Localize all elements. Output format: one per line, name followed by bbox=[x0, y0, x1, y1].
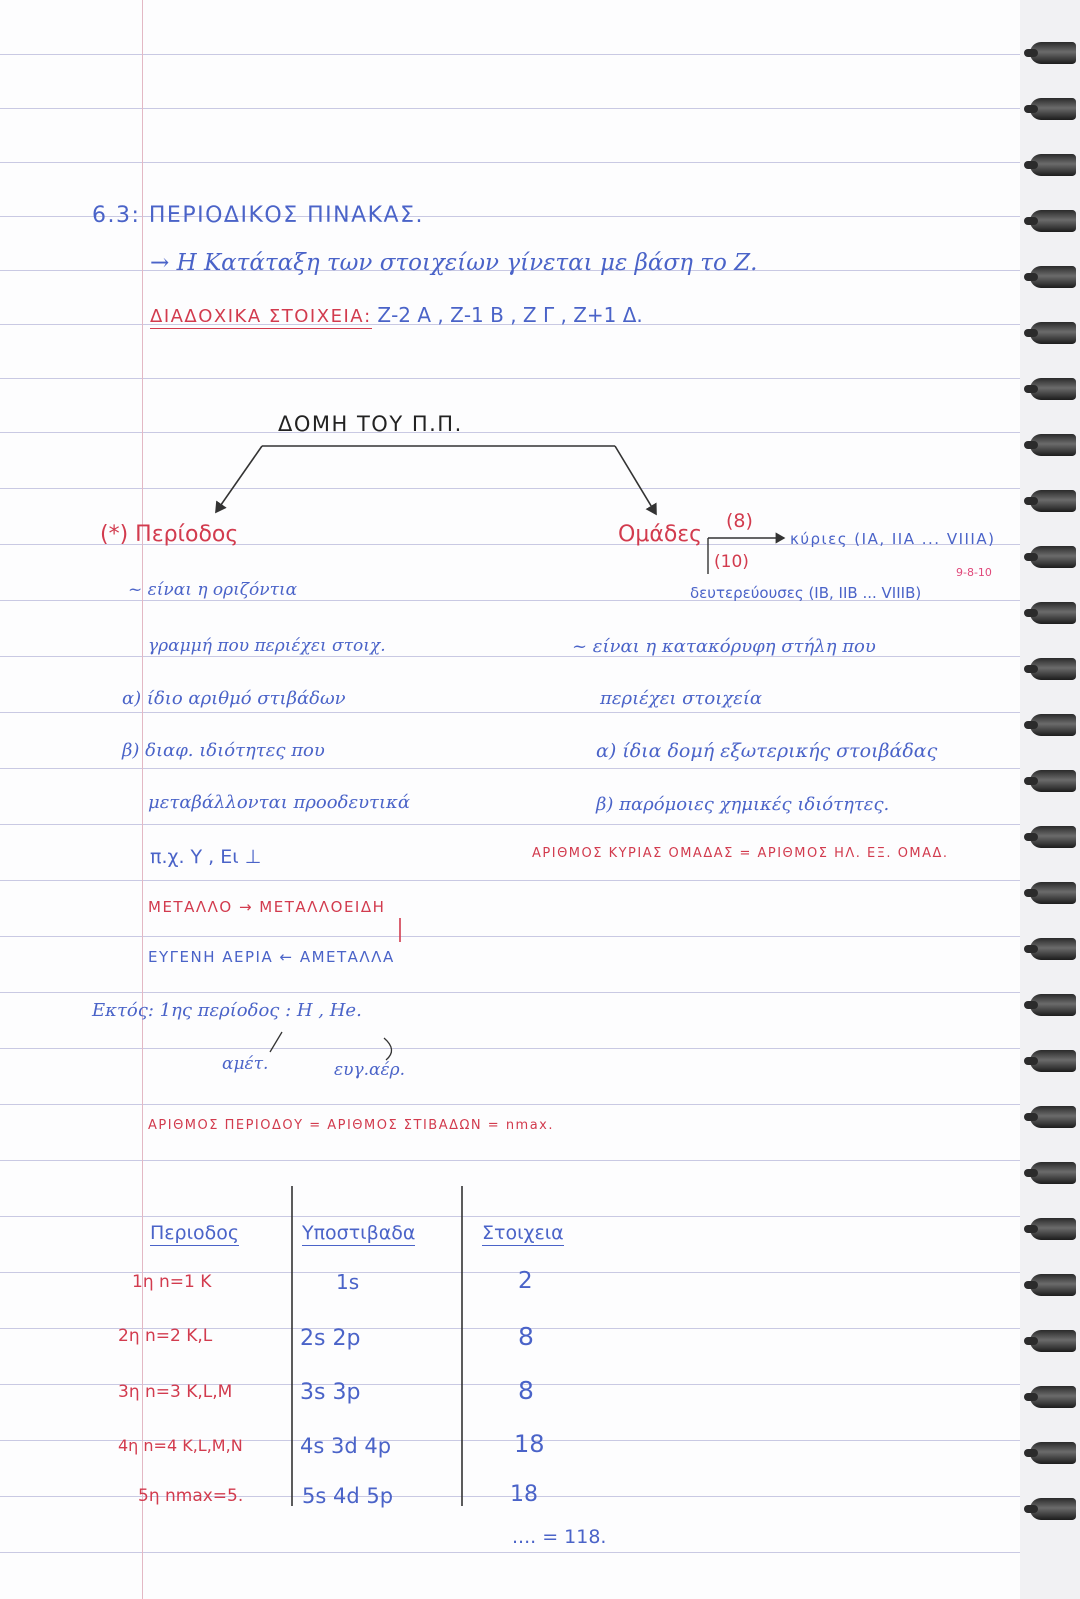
table-row-period: 3η n=3 K,L,M bbox=[118, 1382, 233, 1402]
chain-nonmetals: ΕΥΓΕΝΗ ΑΕΡΙΑ ← ΑΜΕΤΑΛΛΑ bbox=[148, 948, 395, 966]
table-row-elements: 2 bbox=[518, 1268, 533, 1294]
table-row-subshells: 3s 3p bbox=[300, 1380, 361, 1405]
successive-values: Ζ-2 Α , Ζ-1 Β , Ζ Γ , Ζ+1 Δ. bbox=[377, 303, 643, 327]
groups-a: α) ίδια δομή εξωτερικής στοιβάδας bbox=[596, 740, 938, 762]
groups-heading: Ομάδες bbox=[618, 522, 703, 547]
period-example: π.χ. Υ , Ει ⊥ bbox=[150, 846, 262, 868]
groups-b: β) παρόμοιες χημικές ιδιότητες. bbox=[596, 794, 890, 815]
period-rule: ΑΡΙΘΜΟΣ ΠΕΡΙΟΔΟΥ = ΑΡΙΘΜΟΣ ΣΤΙΒΑΔΩΝ = nmax. bbox=[148, 1118, 555, 1133]
groups-main: κύριες (ΙΑ, ΙΙΑ ... VIIIA) bbox=[790, 530, 996, 548]
page-title: 6.3: ΠΕΡΙΟΔΙΚΟΣ ΠΙΝΑΚΑΣ. bbox=[92, 203, 424, 228]
groups-main-count: (8) bbox=[726, 510, 753, 532]
table-row-elements: 8 bbox=[518, 1322, 534, 1351]
table-row-period: 4η n=4 K,L,M,N bbox=[118, 1436, 243, 1455]
groups-def-2: περιέχει στοιχεία bbox=[600, 688, 763, 709]
groups-sub-count: (10) bbox=[714, 552, 749, 572]
structure-title: ΔΟΜΗ ΤΟΥ Π.Π. bbox=[278, 412, 463, 436]
period-def-1: ~ είναι η οριζόντια bbox=[128, 580, 298, 600]
period-a: α) ίδιο αριθμό στιβάδων bbox=[122, 688, 346, 709]
period-exception: Εκτός: 1ης περίοδος : Η , Ηe. bbox=[92, 1000, 362, 1021]
groups-def-1: ~ είναι η κατακόρυφη στήλη που bbox=[572, 636, 876, 657]
table-row-subshells: 5s 4d 5p bbox=[302, 1484, 394, 1508]
table-row-subshells: 2s 2p bbox=[300, 1326, 361, 1351]
groups-sub-note: 9-8-10 bbox=[956, 566, 992, 579]
period-heading: (*) Περίοδος bbox=[100, 522, 239, 547]
table-row-elements: 8 bbox=[518, 1376, 534, 1405]
table-row-elements: 18 bbox=[514, 1430, 545, 1458]
table-header-elements: Στοιχεια bbox=[482, 1222, 564, 1244]
successive-elements bbox=[150, 303, 643, 327]
table-row-elements: 18 bbox=[510, 1482, 538, 1507]
chain-metals: ΜΕΤΑΛΛΟ → ΜΕΤΑΛΛΟΕΙΔΗ bbox=[148, 898, 386, 916]
table-row-subshells: 4s 3d 4p bbox=[300, 1434, 392, 1458]
period-b-1: β) διαφ. ιδιότητες που bbox=[122, 740, 325, 761]
period-b-2: μεταβάλλονται προοδευτικά bbox=[148, 792, 411, 813]
groups-rule: ΑΡΙΘΜΟΣ ΚΥΡΙΑΣ ΟΜΑΔΑΣ = ΑΡΙΘΜΟΣ ΗΛ. ΕΞ. ΟΜΑΔ. bbox=[532, 846, 949, 861]
exception-h: αμέτ. bbox=[222, 1054, 269, 1074]
period-def-2: γραμμή που περιέχει στοιχ. bbox=[148, 636, 386, 656]
ordering-note: → Η Κατάταξη των στοιχείων γίνεται με βάση το Ζ. bbox=[150, 250, 758, 276]
groups-sub: δευτερεύουσες (ΙΒ, ΙΙΒ ... VIIIB) bbox=[690, 584, 922, 602]
table-row-period: 2η n=2 K,L bbox=[118, 1326, 213, 1346]
table-row-period: 1η n=1 K bbox=[132, 1272, 212, 1292]
table-header-subshells: Υποστιβαδα bbox=[302, 1222, 416, 1244]
exception-he: ευγ.αέρ. bbox=[334, 1060, 406, 1080]
successive-label: ΔΙΑΔΟΧΙΚΑ ΣΤΟΙΧΕΙΑ: bbox=[150, 306, 372, 327]
table-header-period: Περιοδος bbox=[150, 1222, 240, 1244]
table-row-period: 5η nmax=5. bbox=[138, 1486, 244, 1506]
table-row-subshells: 1s bbox=[336, 1270, 360, 1294]
table-total: .... = 118. bbox=[512, 1526, 607, 1548]
